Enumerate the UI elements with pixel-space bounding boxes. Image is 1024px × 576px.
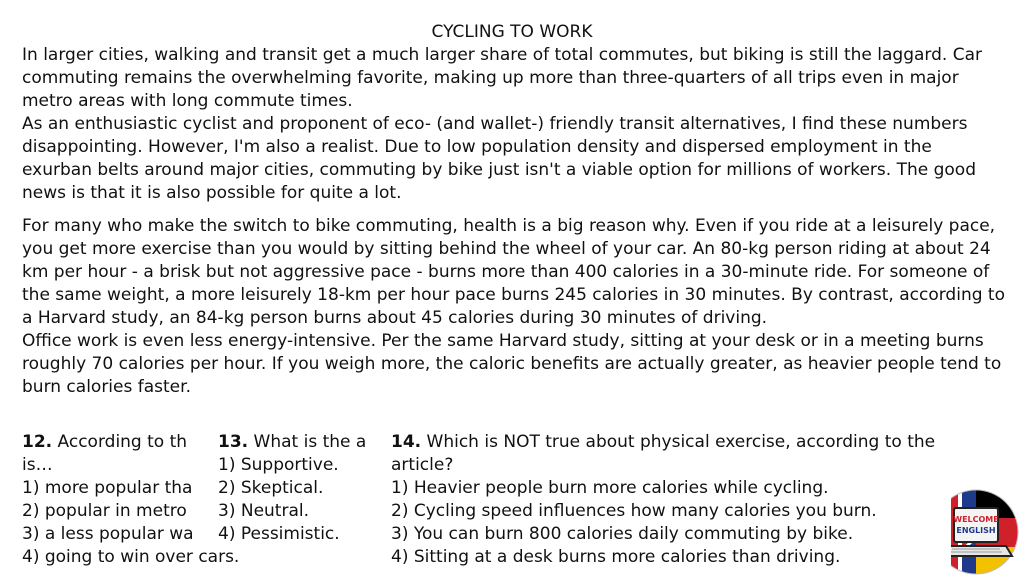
question-13-stem-text: What is the a (253, 432, 367, 452)
question-12-option-3[interactable]: 3) a less popular wa (22, 524, 194, 544)
question-14-option-3[interactable]: 3) You can burn 800 calories daily commuting by bike. (391, 524, 854, 544)
paragraph: In larger cities, walking and transit get a much larger share of total commutes, but biking is still the laggard. Car commuting remains the overwhelming favorite, making up more than three-quarters of all trips even in major metro areas with long commute times. (22, 45, 982, 111)
question-13-number: 13. (218, 432, 249, 452)
question-12-stem-text: According to th (57, 432, 188, 452)
question-12-stem-cont: is… (22, 455, 53, 475)
logo-text-2: ENGLISH (956, 526, 996, 535)
question-12-option-4[interactable]: 4) going to win over cars. (22, 547, 240, 567)
article-block-2 (22, 215, 1007, 399)
paragraph: As an enthusiastic cyclist and proponent of eco- (and wallet-) friendly transit alternatives, I find these numbers disappointing. However, I'm also a realist. Due to low population density and dispersed employment in the exurban belts around major cities, commuting by bike just isn't a viable option for millions of workers. The good news is that it is also possible for quite a lot. (22, 114, 976, 203)
question-14-stem-text: Which is NOT true about physical exercise, according to the article? (391, 432, 936, 475)
document-title: CYCLING TO WORK (431, 22, 593, 42)
question-12-number: 12. (22, 432, 53, 452)
paragraph: For many who make the switch to bike commuting, health is a big reason why. Even if you ride at a leisurely pace, you get more exercise than you would by sitting behind the wheel of your car. An 80-kg person riding at about 24 km per hour - a brisk but not aggressive pace - burns more than 400 calories in a 30-minute ride. For someone of the same weight, a more leisurely 18-km per hour pace burns 245 calories in 30 minutes. By contrast, according to a Harvard study, an 84-kg person burns about 45 calories during 30 minutes of driving. (22, 216, 1005, 328)
logo-text-1: WELCOME (953, 515, 999, 524)
question-14-number: 14. (391, 432, 422, 452)
question-13-option-2[interactable]: 2) Skeptical. (218, 477, 388, 500)
question-12 (22, 431, 218, 546)
question-13-stem (218, 431, 388, 454)
question-12-option-2[interactable]: 2) popular in metro (22, 501, 187, 521)
question-13-option-3[interactable]: 3) Neutral. (218, 500, 388, 523)
question-14-option-2[interactable]: 2) Cycling speed influences how many calories you burn. (391, 501, 877, 521)
question-14-option-4[interactable]: 4) Sitting at a desk burns more calories than driving. (391, 547, 841, 567)
question-13 (218, 431, 388, 546)
question-14 (391, 431, 951, 569)
question-14-option-1[interactable]: 1) Heavier people burn more calories while cycling. (391, 478, 829, 498)
question-14-stem (391, 431, 951, 477)
article-block-1 (22, 44, 1007, 205)
question-12-stem (22, 431, 218, 454)
question-13-option-4[interactable]: 4) Pessimistic. (218, 524, 340, 544)
question-13-option-1[interactable]: 1) Supportive. (218, 454, 388, 477)
question-12-option-1[interactable]: 1) more popular tha (22, 478, 193, 498)
paragraph: Office work is even less energy-intensive. Per the same Harvard study, sitting at your desk or in a meeting burns roughly 70 calories per hour. If you weigh more, the caloric benefits are actually greater, as heavier people tend to burn calories faster. (22, 331, 1002, 397)
